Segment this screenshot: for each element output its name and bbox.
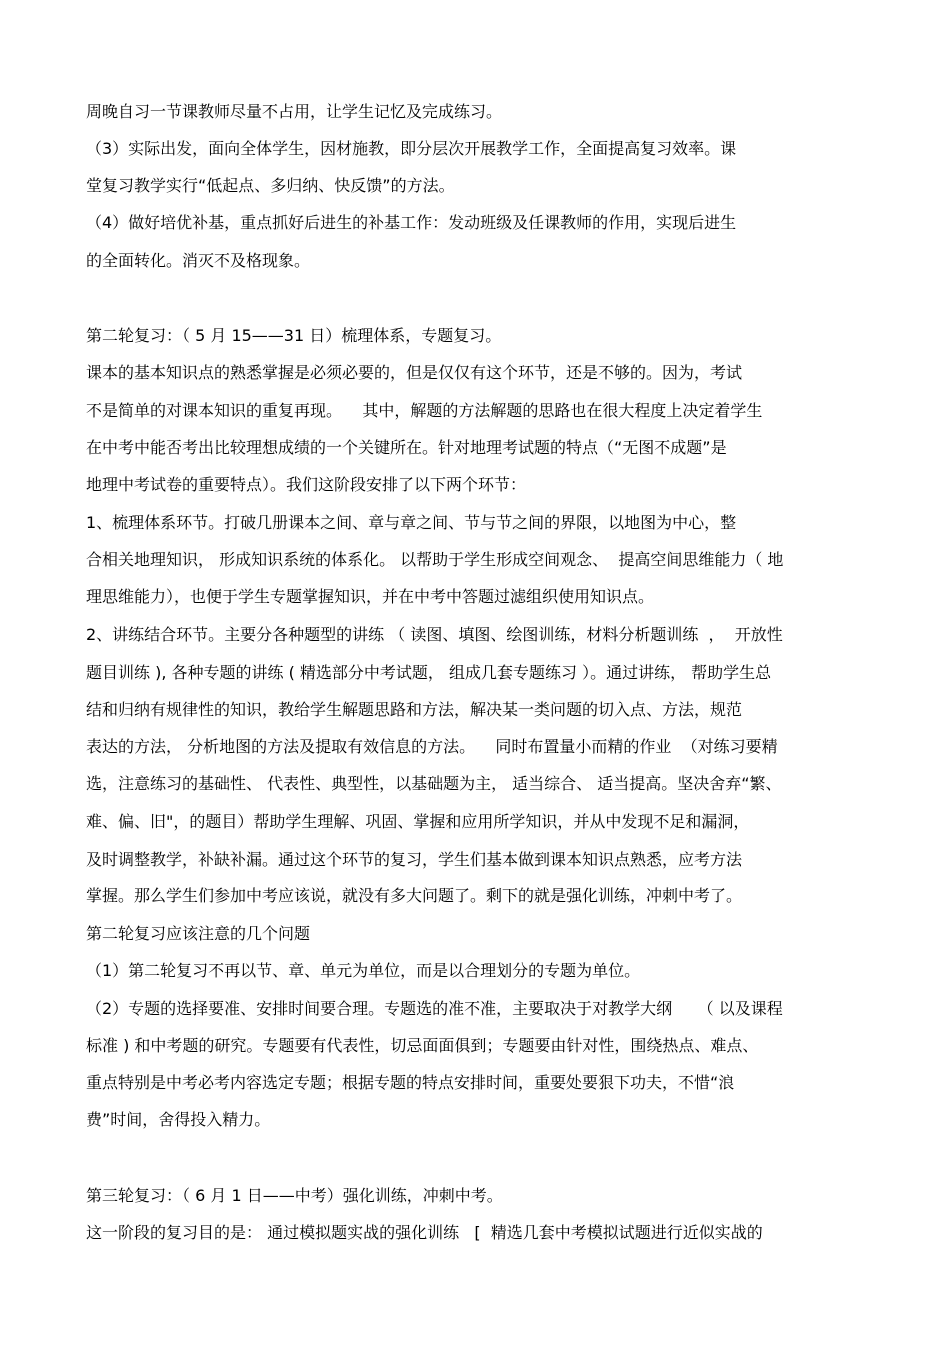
text-line: 堂复习教学实行“低起点、多归纳、快反馈”的方法。	[86, 176, 455, 195]
text-line: 2、讲练结合环节。主要分各种题型的讲练 （ 读图、填图、绘图训练，材料分析题训练 ， 开放性	[86, 625, 783, 644]
text-line: 的全面转化。消灭不及格现象。	[86, 251, 311, 270]
section-heading: 第二轮复习应该注意的几个问题	[86, 924, 311, 943]
text-line: （3）实际出发，面向全体学生，因材施教，即分层次开展教学工作，全面提高复习效率。课	[86, 139, 737, 158]
text-line: 理思维能力），也便于学生专题掌握知识，并在中考中答题过滤组织使用知识点。	[86, 587, 655, 606]
text-line: 地理中考试卷的重要特点）。我们这阶段安排了以下两个环节：	[86, 475, 527, 494]
text-line: 表达的方法， 分析地图的方法及提取有效信息的方法。 同时布置量小而精的作业 （对练习要精	[86, 737, 778, 756]
section-heading: 第三轮复习：（ 6 月 1 日——中考）强化训练，冲刺中考。	[86, 1186, 503, 1205]
text-line: 不是简单的对课本知识的重复再现。 其中，解题的方法解题的思路也在很大程度上决定着学生	[86, 401, 763, 420]
text-line: 结和归纳有规律性的知识，教给学生解题思路和方法，解决某一类问题的切入点、方法，规范	[86, 700, 743, 719]
text-line: 重点特别是中考必考内容选定专题；根据专题的特点安排时间，重要处要狠下功夫，不惜“浪	[86, 1073, 735, 1092]
text-line: 题目训练 ), 各种专题的讲练 ( 精选部分中考试题， 组成几套专题练习 ）。通过讲练， 帮助学生总	[86, 663, 772, 682]
text-line: 标准 ) 和中考题的研究。专题要有代表性，切忌面面俱到；专题要由针对性，围绕热点、难点、	[86, 1036, 759, 1055]
text-line: 合相关地理知识， 形成知识系统的体系化。 以帮助于学生形成空间观念、 提高空间思维能力（ 地	[86, 550, 784, 569]
section-heading: 第二轮复习：（ 5 月 15——31 日）梳理体系，专题复习。	[86, 326, 502, 345]
text-line: 及时调整教学，补缺补漏。通过这个环节的复习，学生们基本做到课本知识点熟悉，应考方法	[86, 850, 743, 869]
text-line: 周晚自习一节课教师尽量不占用，让学生记忆及完成练习。	[86, 102, 503, 121]
text-line: 这一阶段的复习目的是： 通过模拟题实战的强化训练 [ 精选几套中考模拟试题进行近似实战的	[86, 1223, 763, 1242]
text-line: （2）专题的选择要准、安排时间要合理。专题选的准不准，主要取决于对教学大纲 （ 以及课程	[86, 999, 783, 1018]
text-line: 课本的基本知识点的熟悉掌握是必须必要的，但是仅仅有这个环节，还是不够的。因为，考试	[86, 363, 743, 382]
text-line: （4）做好培优补基，重点抓好后进生的补基工作：发动班级及任课教师的作用，实现后进生	[86, 213, 737, 232]
text-line: 1、梳理体系环节。打破几册课本之间、章与章之间、节与节之间的界限，以地图为中心，整	[86, 513, 737, 532]
text-line: 难、偏、旧"，的题目）帮助学生理解、巩固、掌握和应用所学知识，并从中发现不足和漏洞，	[86, 812, 750, 831]
text-line: （1）第二轮复习不再以节、章、单元为单位，而是以合理划分的专题为单位。	[86, 961, 641, 980]
text-line: 在中考中能否考出比较理想成绩的一个关键所在。针对地理考试题的特点（“无图不成题”是	[86, 438, 727, 457]
text-line: 掌握。那么学生们参加中考应该说，就没有多大问题了。剩下的就是强化训练，冲刺中考了。	[86, 886, 743, 905]
text-line: 选，注意练习的基础性、 代表性、典型性，以基础题为主， 适当综合、 适当提高。坚决舍弃“繁、	[86, 774, 782, 793]
text-line: 费”时间，舍得投入精力。	[86, 1110, 271, 1129]
